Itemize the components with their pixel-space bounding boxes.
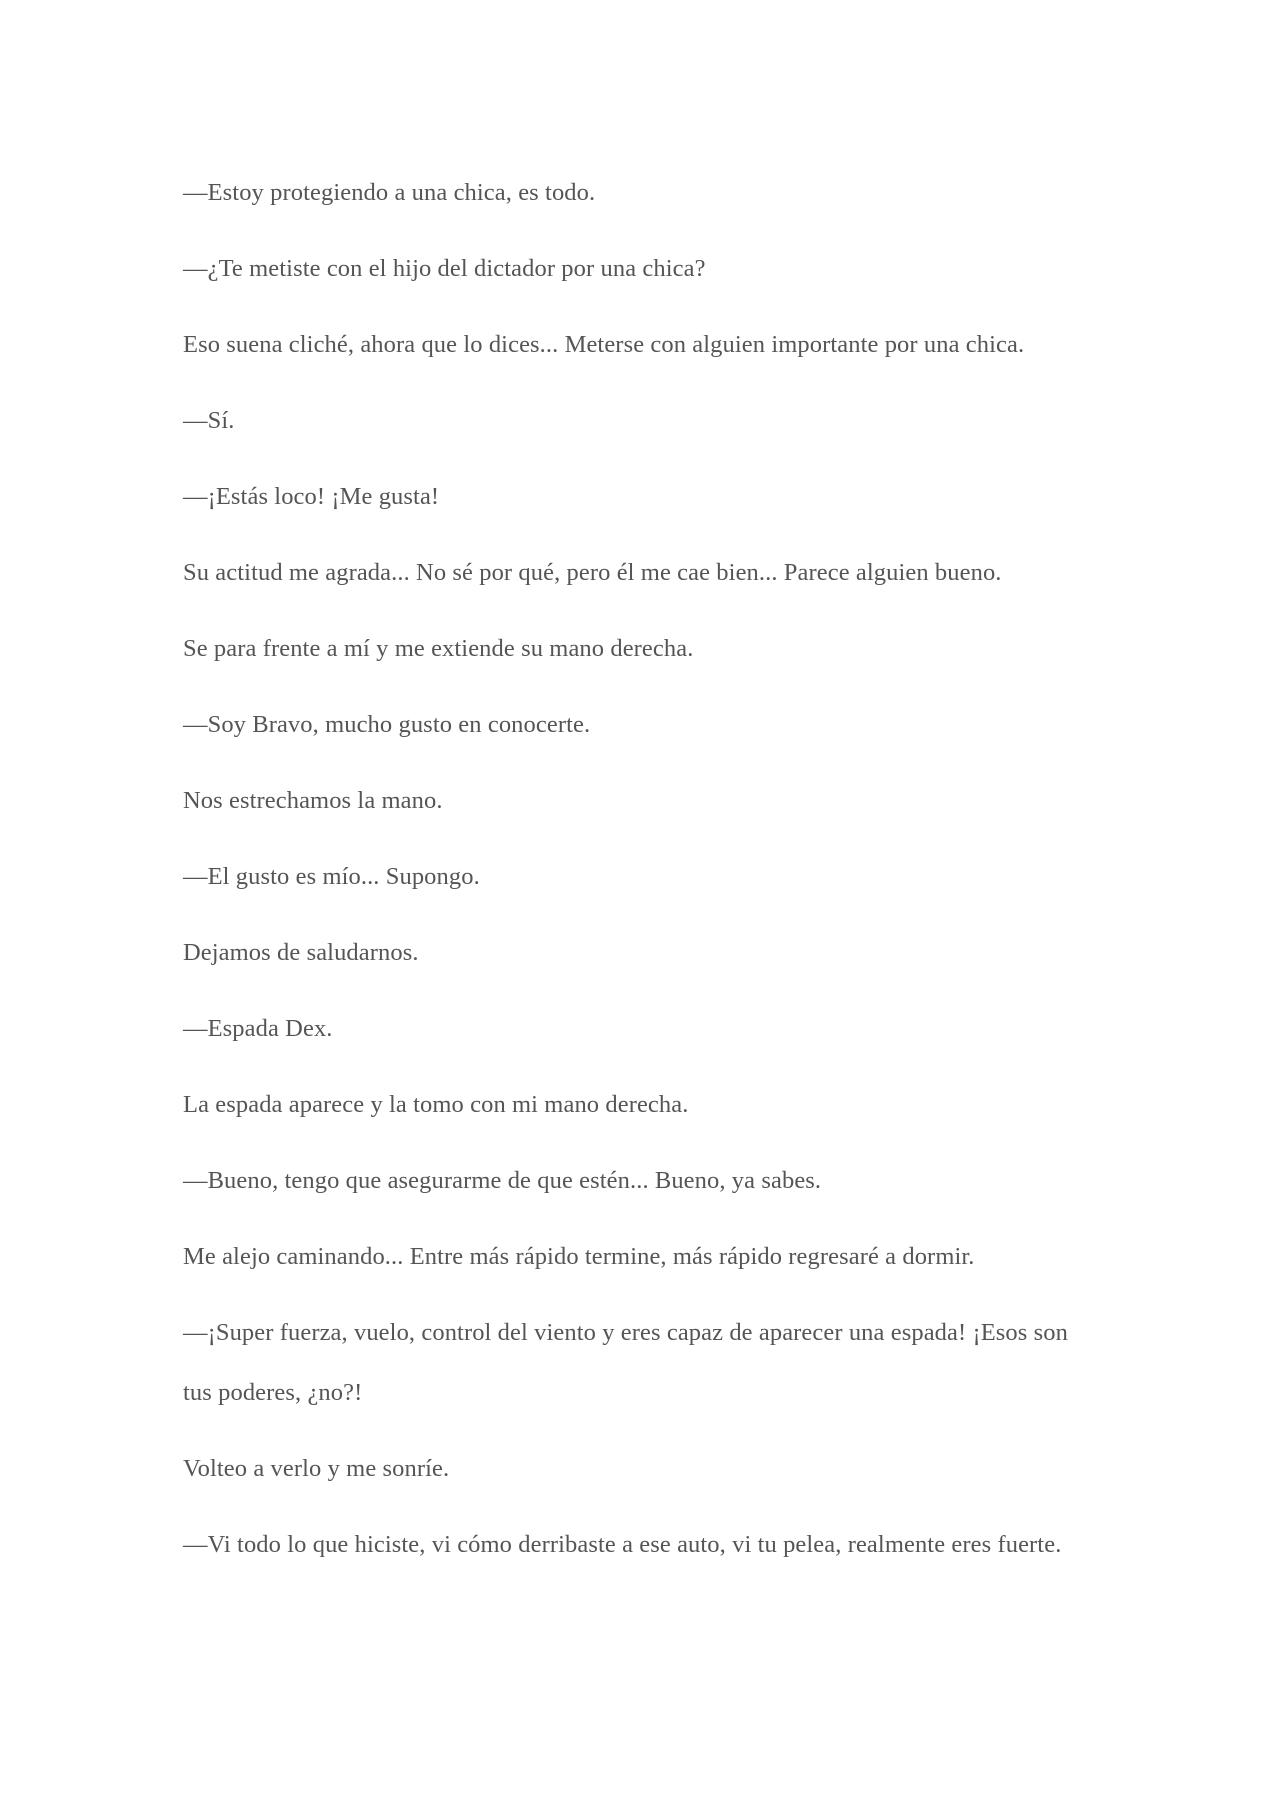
paragraph: —Soy Bravo, mucho gusto en conocerte. — [183, 711, 591, 738]
paragraph: —Estoy protegiendo a una chica, es todo. — [183, 179, 596, 206]
paragraph: Dejamos de saludarnos. — [183, 939, 419, 966]
paragraph: La espada aparece y la tomo con mi mano derecha. — [183, 1091, 689, 1118]
paragraph: Eso suena cliché, ahora que lo dices... Meterse con alguien importante por una chica. — [183, 331, 1025, 358]
paragraph: —Espada Dex. — [183, 1015, 333, 1042]
paragraph: Volteo a verlo y me sonríe. — [183, 1455, 450, 1482]
document-body — [183, 178, 1083, 1606]
paragraph: —Bueno, tengo que asegurarme de que estén... Bueno, ya sabes. — [183, 1167, 822, 1194]
paragraph: —¡Estás loco! ¡Me gusta! — [183, 483, 440, 510]
paragraph: —Sí. — [183, 407, 235, 434]
paragraph: Me alejo caminando... Entre más rápido termine, más rápido regresaré a dormir. — [183, 1243, 975, 1270]
paragraph: —¡Super fuerza, vuelo, control del viento y eres capaz de aparecer una espada! ¡Esos son tus poderes, ¿no?! — [183, 1319, 1068, 1406]
paragraph: Su actitud me agrada... No sé por qué, pero él me cae bien... Parece alguien bueno. — [183, 559, 1002, 586]
paragraph: Nos estrechamos la mano. — [183, 787, 443, 814]
paragraph: Se para frente a mí y me extiende su mano derecha. — [183, 635, 694, 662]
paragraph: —¿Te metiste con el hijo del dictador por una chica? — [183, 255, 706, 282]
paragraph: —Vi todo lo que hiciste, vi cómo derribaste a ese auto, vi tu pelea, realmente eres fuerte. — [183, 1531, 1062, 1558]
paragraph: —El gusto es mío... Supongo. — [183, 863, 480, 890]
